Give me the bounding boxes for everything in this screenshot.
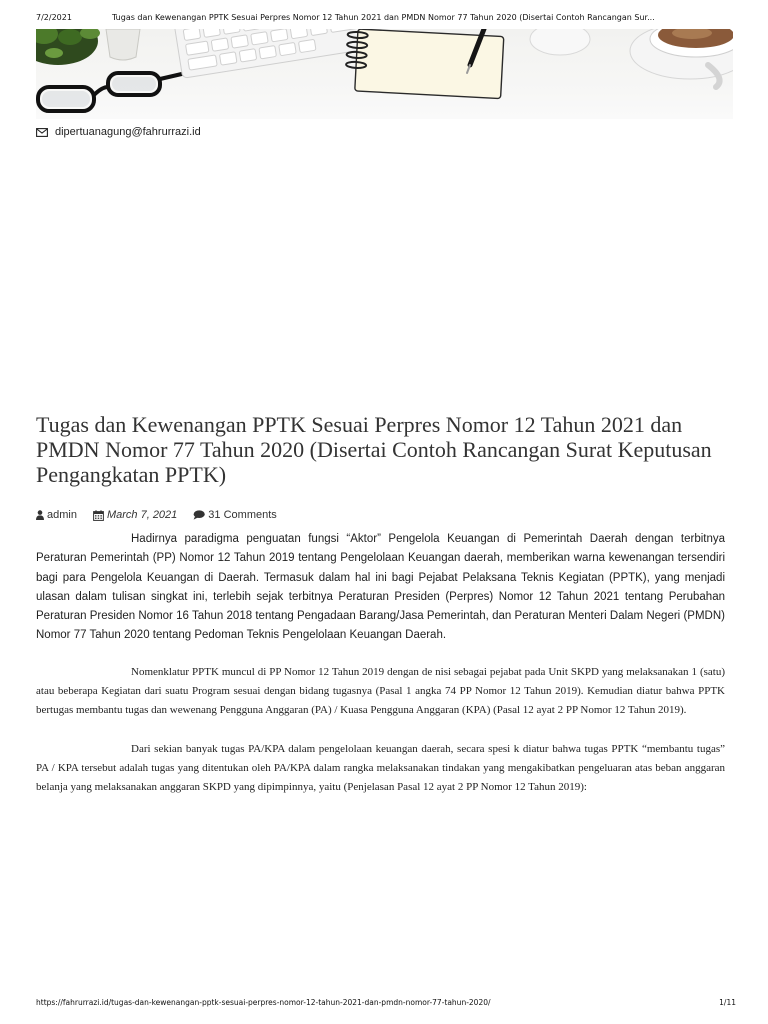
contact-email <box>36 126 201 138</box>
body-paragraph: Hadirnya paradigma penguatan fungsi “Aktor” Pengelola Keuangan di Pemerintah Daerah dengan terbitnya Peraturan Pemerintah (PP) Nomor 12 Tahun 2019 tentang Pengelolaan Keuangan daerah, memberikan warna kewenangan tersendiri bagi para Pengelola Keuangan di Daerah. Termasuk dalam hal ini bagi Pejabat Pelaksana Teknis Kegiatan (PPTK), yang menjadi ulasan dalam tulisan singkat ini, terlebih sejak terbitnya Peraturan Presiden (Perpres) Nomor 12 Tahun 2021 tentang Perubahan Peraturan Presiden Nomor 16 Tahun 2018 tentang Pengadaan Barang/Jasa Pemerintah, dan Peraturan Menteri Dalam Negeri (PMDN) Nomor 77 Tahun 2020 tentang Pedoman Teknis Pengelolaan Keuangan Daerah. <box>36 533 725 642</box>
post-date <box>93 509 177 521</box>
user-icon <box>36 510 44 520</box>
author-link[interactable]: admin <box>47 509 77 521</box>
post-author <box>36 509 77 521</box>
envelope-icon <box>36 128 48 137</box>
comment-icon <box>193 510 205 520</box>
body-paragraph: Nomenklatur PPTK muncul di PP Nomor 12 Tahun 2019 dengan de nisi sebagai pejabat pada Unit SKPD yang melaksanakan 1 (satu) atau beberapa Kegiatan dari suatu Program sesuai dengan bidang tugasnya (Pasal 1 angka 74 PP Nomor 12 Tahun 2019). Kemudian diatur bahwa PPTK bertugas membantu tugas dan wewenang Pengguna Anggaran (PA) / Kuasa Pengguna Anggaran (KPA) (Pasal 12 ayat 2 PP Nomor 12 Tahun 2019). <box>36 666 725 716</box>
calendar-icon <box>93 510 104 521</box>
print-footer <box>36 998 736 1010</box>
print-date: 7/2/2021 <box>36 13 72 22</box>
date-link[interactable]: March 7, 2021 <box>106 509 178 521</box>
comments-link[interactable]: 31 Comments <box>208 509 277 521</box>
body-paragraph: Dari sekian banyak tugas PA/KPA dalam pengelolaan keuangan daerah, secara spesi k diatur bahwa tugas PPTK “membantu tugas” PA / KPA tersebut adalah tugas yang ditentukan oleh PA/KPA dalam rangka melaksanakan tindakan yang mengakibatkan pengeluaran atas beban anggaran belanja yang melaksanakan anggaran SKPD yang dipimpinnya, yaitu (Penjelasan Pasal 12 ayat 2 PP Nomor 12 Tahun 2019): <box>36 743 725 793</box>
post-meta <box>36 509 277 521</box>
email-link[interactable]: dipertuanagung@fahrurrazi.id <box>55 126 201 138</box>
post-comments <box>193 509 276 521</box>
page-number: 1/11 <box>719 998 736 1007</box>
print-url: https://fahrurrazi.id/tugas-dan-kewenangan-pptk-sesuai-perpres-nomor-12-tahun-2021-dan-pmdn-nomor-77-tahun-2020/ <box>36 998 491 1007</box>
header-banner-image <box>36 29 733 119</box>
print-page-title: Tugas dan Kewenangan PPTK Sesuai Perpres Nomor 12 Tahun 2021 dan PMDN Nomor 77 Tahun 2020 (Disertai Contoh Rancangan Sur... <box>112 13 655 22</box>
desk-photo-illustration <box>36 29 733 119</box>
post-title: Tugas dan Kewenangan PPTK Sesuai Perpres Nomor 12 Tahun 2021 dan PMDN Nomor 77 Tahun 2020 (Disertai Contoh Rancangan Surat Keputusan Pengangkatan PPTK) <box>36 412 712 487</box>
print-header <box>36 13 736 27</box>
